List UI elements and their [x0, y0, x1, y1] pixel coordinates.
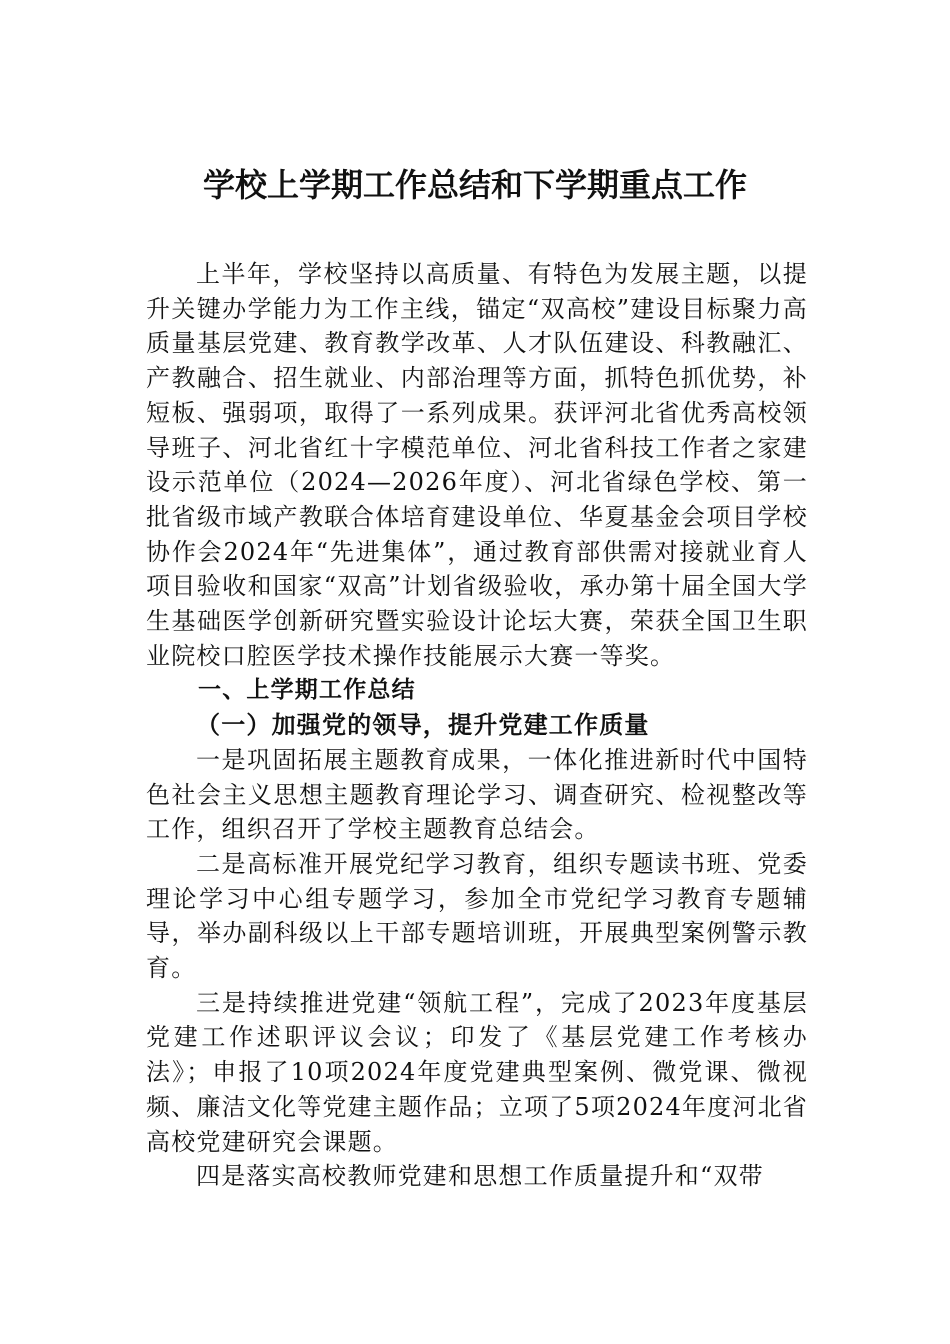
paragraph-item-1: 一是巩固拓展主题教育成果，一体化推进新时代中国特色社会主义思想主题教育理论学习、调查研究、检视整改等工作，组织召开了学校主题教育总结会。: [146, 745, 808, 844]
subsection-heading-1: （一）加强党的领导，提升党建工作质量: [196, 710, 650, 740]
document-body: [146, 257, 808, 1194]
paragraph-item-2: 二是高标准开展党纪学习教育，组织专题读书班、党委理论学习中心组专题学习，参加全市党纪学习教育专题辅导，举办副科级以上干部专题培训班，开展典型案例警示教育。: [146, 849, 808, 983]
section-heading-1: 一、上学期工作总结: [198, 677, 416, 704]
intro-paragraph: 上半年，学校坚持以高质量、有特色为发展主题，以提升关键办学能力为工作主线，锚定“双高校”建设目标聚力高质量基层党建、教育教学改革、人才队伍建设、科教融汇、产教融合、招生就业、内部治理等方面，抓特色抓优势，补短板、强弱项，取得了一系列成果。获评河北省优秀高校领导班子、河北省红十字模范单位、河北省科技工作者之家建设示范单位（2024—2026年度）、河北省绿色学校、第一批省级市域产教联合体培育建设单位、华夏基金会项目学校协作会2024年“先进集体”，通过教育部供需对接就业育人项目验收和国家“双高”计划省级验收，承办第十届全国大学生基础医学创新研究暨实验设计论坛大赛，荣获全国卫生职业院校口腔医学技术操作技能展示大赛一等奖。: [146, 260, 808, 670]
paragraph-item-3: 三是持续推进党建“领航工程”，完成了2023年度基层党建工作述职评议会议；印发了《基层党建工作考核办法》；申报了10项2024年度党建典型案例、微党课、微视频、廉洁文化等党建主题作品；立项了5项2024年度河北省高校党建研究会课题。: [146, 988, 808, 1156]
paragraph-item-4: 四是落实高校教师党建和思想工作质量提升和“双带: [196, 1162, 764, 1191]
document-title: 学校上学期工作总结和下学期重点工作: [202, 166, 747, 204]
